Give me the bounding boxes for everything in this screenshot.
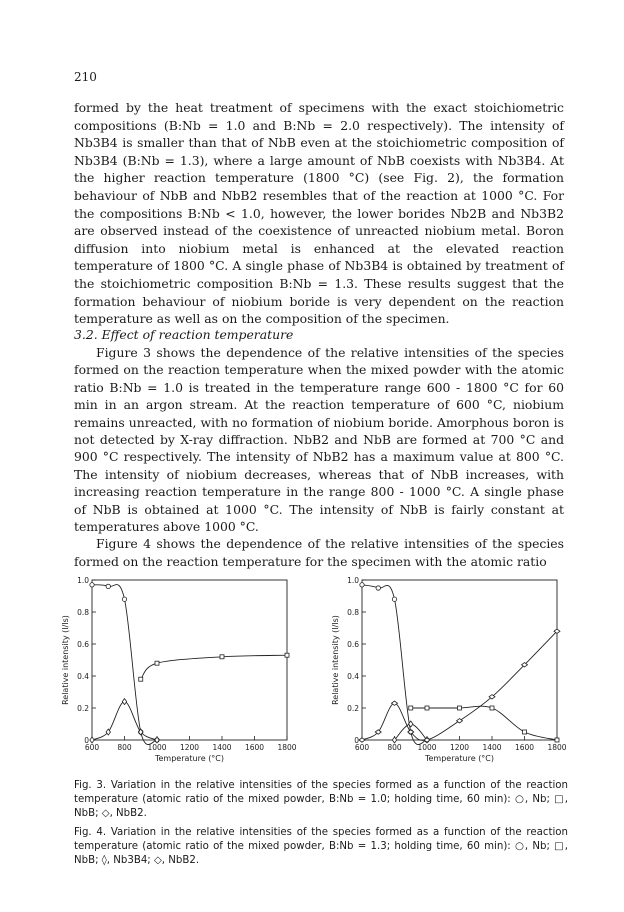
data-point-circle	[90, 583, 94, 587]
figure-4-plot	[331, 576, 567, 763]
x-tick-label: 1600	[244, 743, 265, 752]
paragraph-1-text: formed by the heat treatment of specimens with the exact stoichiometric compositions (B:Nb = 1.0 and B:Nb = 2.0 respectively). The intensity of Nb3B4 is smaller than that of NbB even at the stoichiometric composition of Nb3B4 (B:Nb = 1.3), where a large amount of NbB coexists with Nb3B4. At the higher reaction temperature (1800 °C) (see Fig. 2), the formation behaviour of NbB and NbB2 resembles that of the reaction at 1000 °C. For the compositions B:Nb < 1.0, however, the lower borides Nb2B and Nb3B2 are observed instead of the coexistence of unreacted niobium metal. Boron diffusion into niobium metal is enhanced at the elevated reaction temperature of 1800 °C. A single phase of Nb3B4 is obtained by treatment of the stoichiometric composition B:Nb = 1.3. These results suggest that the formation behaviour of niobium boride is very dependent on the reaction temperature as well as on the composition of the specimen.	[74, 100, 564, 327]
data-point-square	[409, 706, 413, 710]
y-tick-label: 0.6	[77, 640, 89, 649]
page-number: 210	[74, 70, 97, 84]
data-point-diamond	[122, 699, 126, 705]
x-tick-label: 1200	[179, 743, 200, 752]
section-body	[74, 344, 564, 570]
figure-4-caption: Fig. 4. Variation in the relative intensities of the species formed as a function of the reaction temperature (atomic ratio of the mixed powder, B:Nb = 1.3; holding time, 60 min): ○, Nb; □, NbB; ◊, Nb3B4; ◇, NbB2.	[74, 827, 568, 866]
y-axis-label: Relative intensity (I/Is)	[61, 615, 70, 705]
y-tick-label: 0.6	[347, 640, 359, 649]
y-tick-label: 0	[84, 736, 89, 745]
figure-3-plot	[61, 576, 297, 763]
series-line-circle	[362, 585, 427, 745]
y-tick-label: 1.0	[77, 576, 89, 585]
x-tick-label: 1400	[482, 743, 502, 752]
data-point-square	[490, 706, 494, 710]
y-tick-label: 0	[354, 736, 359, 745]
series-line-diamond-wide	[362, 631, 557, 740]
x-tick-label: 1800	[277, 743, 297, 752]
data-point-wide-diamond	[424, 738, 430, 742]
data-point-circle	[122, 597, 126, 601]
y-tick-label: 0.2	[77, 704, 89, 713]
y-tick-label: 1.0	[347, 576, 359, 585]
figure-4-chart	[320, 570, 570, 775]
paragraph-1	[74, 99, 564, 328]
x-tick-label: 1400	[212, 743, 232, 752]
series-line-square	[141, 655, 287, 679]
y-tick-label: 0.4	[347, 672, 359, 681]
x-tick-label: 800	[387, 743, 402, 752]
data-point-square	[425, 706, 429, 710]
y-tick-label: 0.8	[77, 608, 89, 617]
x-tick-label: 1600	[514, 743, 535, 752]
series-line-square	[411, 706, 557, 740]
data-point-square	[285, 653, 289, 657]
data-point-wide-diamond	[359, 738, 365, 742]
y-axis-label: Relative intensity (I/Is)	[331, 615, 340, 705]
data-point-circle	[360, 583, 364, 587]
data-point-square	[139, 677, 143, 681]
x-tick-label: 1200	[449, 743, 470, 752]
x-tick-label: 1000	[417, 743, 437, 752]
data-point-square	[523, 730, 527, 734]
paragraph-2: Figure 3 shows the dependence of the relative intensities of the species formed on the reaction temperature when the mixed powder with the atomic ratio B:Nb = 1.0 is treated in the temperature range 600 - 1800 °C for 60 min in an argon stream. At the reaction temperature of 600 °C, niobium remains unreacted, with no formation of niobium boride. Amorphous boron is not detected by X-ray diffraction. NbB2 and NbB are formed at 700 °C and 900 °C respectively. The intensity of NbB2 has a maximum value at 800 °C. The intensity of niobium decreases, whereas that of NbB increases, with increasing reaction temperature in the range 800 - 1000 °C. A single phase of NbB is obtained at 1000 °C. The intensity of NbB is fairly constant at temperatures above 1000 °C.	[74, 345, 564, 535]
y-tick-label: 0.8	[347, 608, 359, 617]
data-point-square	[458, 706, 462, 710]
data-point-wide-diamond	[408, 730, 414, 734]
data-point-circle	[106, 584, 110, 588]
data-point-circle	[376, 586, 380, 590]
data-point-square	[555, 738, 559, 742]
x-tick-label: 1800	[547, 743, 567, 752]
series-line-circle	[92, 585, 157, 745]
data-point-square	[155, 661, 159, 665]
plot-frame	[92, 580, 287, 740]
paragraph-3: Figure 4 shows the dependence of the relative intensities of the species formed on the reaction temperature for the specimen with the atomic ratio	[74, 536, 564, 569]
y-tick-label: 0.2	[347, 704, 359, 713]
x-axis-label: Temperature (°C)	[424, 754, 495, 763]
x-tick-label: 1000	[147, 743, 167, 752]
x-tick-label: 600	[84, 743, 100, 752]
plot-frame	[362, 580, 557, 740]
figure-3-chart	[50, 570, 300, 775]
x-axis-label: Temperature (°C)	[154, 754, 225, 763]
x-tick-label: 800	[117, 743, 132, 752]
data-point-circle	[392, 597, 396, 601]
section-heading: 3.2. Effect of reaction temperature	[74, 327, 294, 342]
series-line-diamond	[92, 702, 157, 740]
x-tick-label: 600	[354, 743, 370, 752]
data-point-square	[220, 655, 224, 659]
figure-3-caption: Fig. 3. Variation in the relative intensities of the species formed as a function of the reaction temperature (atomic ratio of the mixed powder, B:Nb = 1.0; holding time, 60 min): ○, Nb; □, NbB; ◇, NbB2.	[74, 780, 568, 819]
y-tick-label: 0.4	[77, 672, 89, 681]
